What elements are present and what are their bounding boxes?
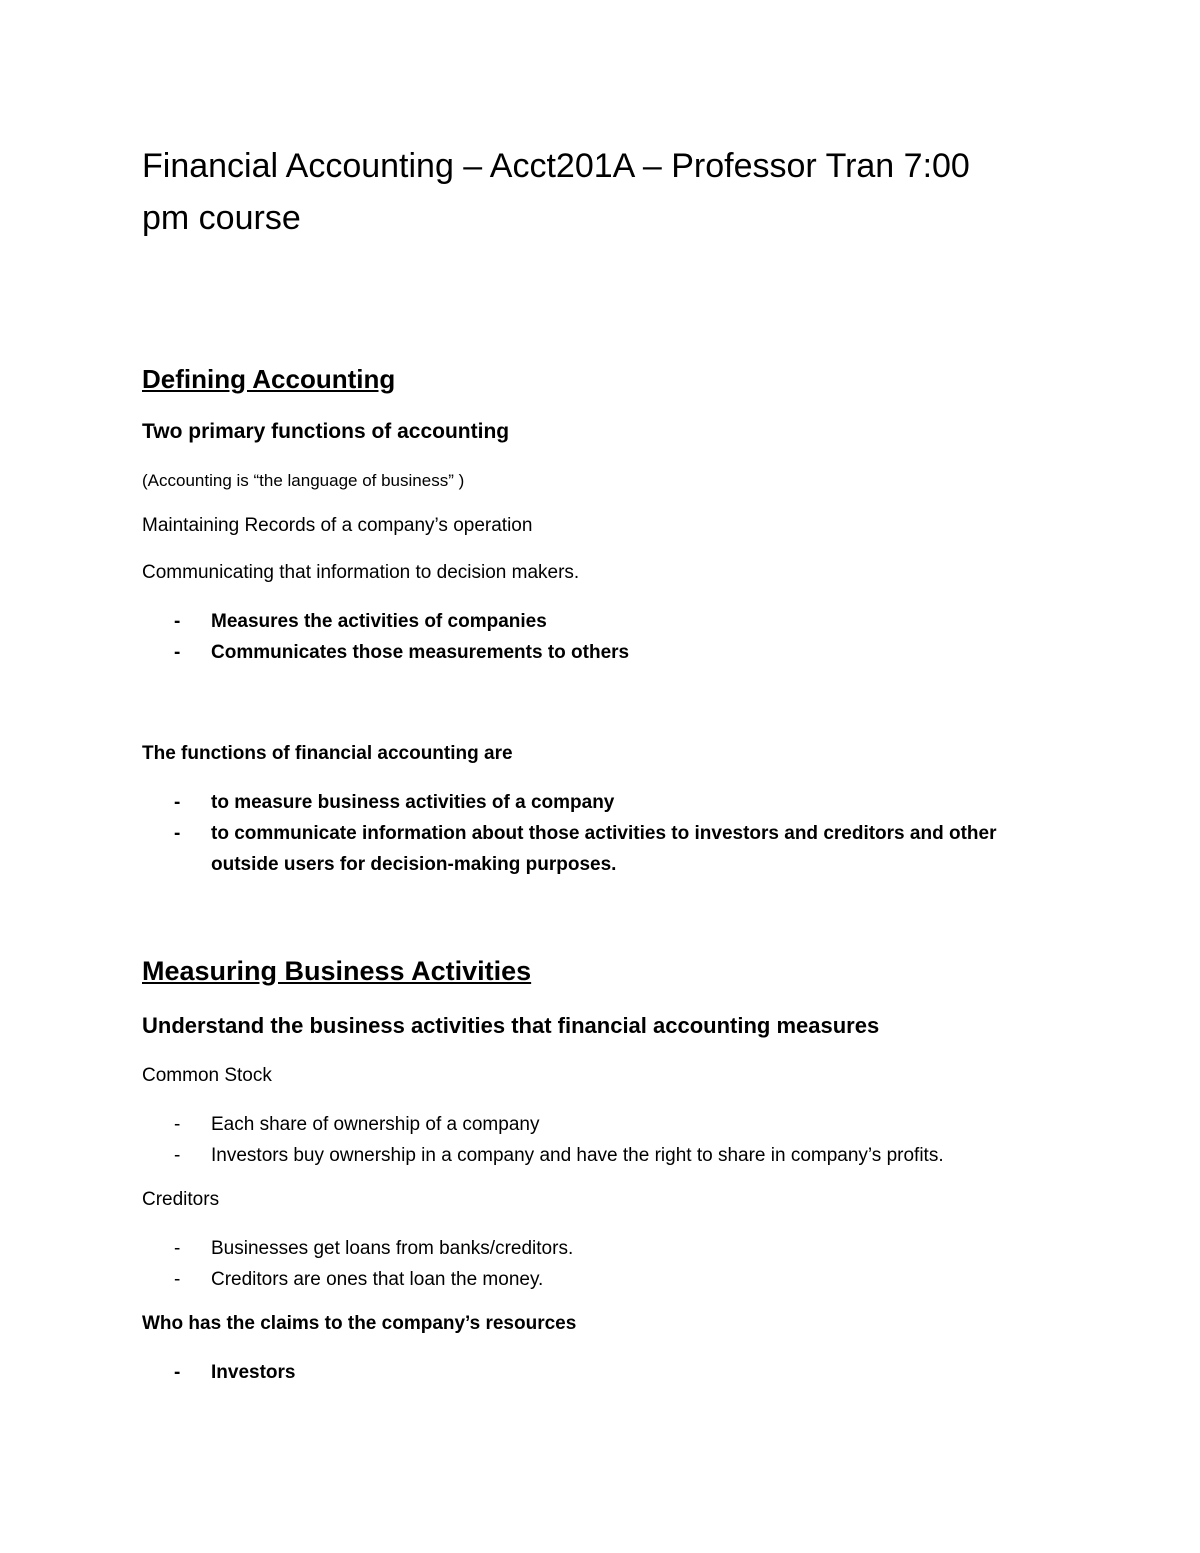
text-communicating-information: Communicating that information to decision makers. (142, 562, 580, 583)
list-item (142, 1109, 1042, 1140)
list-item-text: Creditors are ones that loan the money. (211, 1269, 544, 1290)
list-item-text: to communicate information about those activities to investors and creditors and other outside users for decision-making purposes. (211, 823, 997, 875)
text-claims-to-resources: Who has the claims to the company’s resources (142, 1313, 577, 1334)
dash-bullet: - (174, 792, 181, 813)
dash-bullet: - (174, 1269, 181, 1290)
list-item-text: Businesses get loans from banks/creditors. (211, 1238, 574, 1259)
subheading-two-primary-functions: Two primary functions of accounting (142, 420, 510, 443)
list-item (142, 606, 1042, 637)
list-item (142, 1140, 1042, 1171)
list-accounting-activities (142, 606, 1042, 668)
list-financial-accounting-functions (142, 787, 1042, 880)
list-claims (142, 1357, 1042, 1388)
list-item (142, 1357, 1042, 1388)
subheading-understand-business-activities: Understand the business activities that financial accounting measures (142, 1013, 880, 1038)
dash-bullet: - (174, 1362, 181, 1383)
list-item (142, 787, 1042, 818)
dash-bullet: - (174, 611, 181, 632)
text-functions-of-financial-accounting: The functions of financial accounting are (142, 743, 513, 764)
document-title-line-1: Financial Accounting – Acct201A – Professor Tran 7:00 (142, 147, 970, 185)
list-item-text: Communicates those measurements to others (211, 642, 630, 663)
dash-bullet: - (174, 1114, 181, 1135)
document-title-line-2: pm course (142, 199, 301, 237)
list-item (142, 1264, 1042, 1295)
list-item-text: Each share of ownership of a company (211, 1114, 540, 1135)
text-common-stock: Common Stock (142, 1065, 272, 1086)
list-item-text: to measure business activities of a company (211, 792, 615, 813)
list-item-text: Investors (211, 1362, 296, 1383)
section-heading-defining-accounting: Defining Accounting (142, 364, 396, 394)
list-item (142, 637, 1042, 668)
text-maintaining-records: Maintaining Records of a company’s operation (142, 515, 533, 536)
list-item (142, 1233, 1042, 1264)
dash-bullet: - (174, 1238, 181, 1259)
list-item-text: Measures the activities of companies (211, 611, 547, 632)
list-item-text: Investors buy ownership in a company and have the right to share in company’s profits. (211, 1145, 944, 1166)
dash-bullet: - (174, 642, 181, 663)
section-heading-measuring-business-activities: Measuring Business Activities (142, 956, 532, 986)
list-item (142, 818, 1042, 880)
dash-bullet: - (174, 823, 181, 844)
list-common-stock (142, 1109, 1042, 1171)
note-language-of-business: (Accounting is “the language of business” ) (142, 471, 465, 490)
text-creditors: Creditors (142, 1189, 220, 1210)
dash-bullet: - (174, 1145, 181, 1166)
list-creditors (142, 1233, 1042, 1295)
